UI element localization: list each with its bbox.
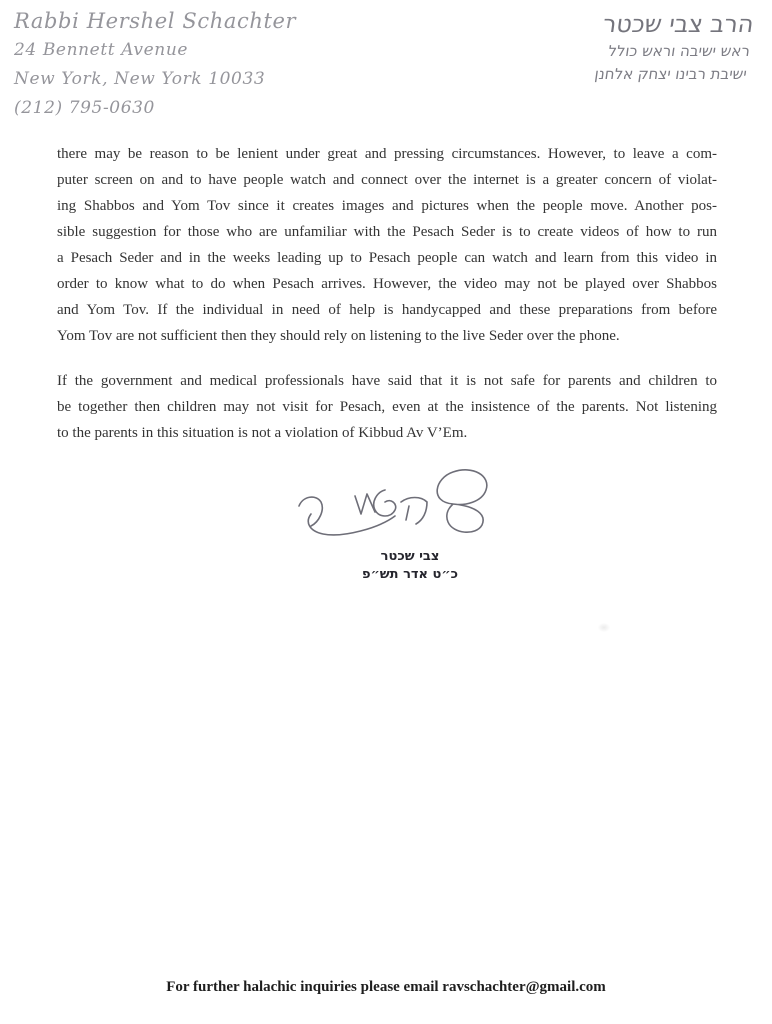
body-line: Yom Tov are not sufficient then they should rely on listening to the live Seder over the phone. <box>57 328 620 344</box>
letterhead-hebrew <box>593 8 756 86</box>
signature-printed-name: צבי שכטר <box>380 549 440 564</box>
letterhead-address-line2: New York, New York 10033 <box>14 69 266 89</box>
letterhead-hebrew-title1: ראש ישיבה וראש כולל <box>607 42 752 60</box>
letterhead-address-line1: 24 Bennett Avenue <box>14 40 189 60</box>
signature-block <box>320 548 500 583</box>
body-line: ing Shabbos and Yom Tov since it creates images and pictures when the people move. Another pos- <box>57 198 717 214</box>
letter-body <box>57 141 717 465</box>
body-line: there may be reason to be lenient under great and pressing circumstances. However, to leave a com- <box>57 146 717 162</box>
body-line: be together then children may not visit for Pesach, even at the insistence of the parents. Not listening <box>57 399 717 415</box>
letterhead-phone: (212) 795-0630 <box>14 98 155 118</box>
body-line: puter screen on and to have people watch and connect over the internet is a greater concern of violat- <box>57 172 717 188</box>
body-line: and Yom Tov. If the individual in need of help is handycapped and these preparations from before <box>57 302 717 318</box>
letterhead-english <box>14 6 296 123</box>
letterhead-hebrew-title2: ישיבת רבינו יצחק אלחנן <box>593 65 748 83</box>
body-line: a Pesach Seder and in the weeks leading up to Pesach people can watch and learn from this video in <box>57 250 717 266</box>
body-paragraph-2 <box>57 368 717 446</box>
letterhead-hebrew-name: הרב צבי שכטר <box>601 10 756 38</box>
body-line: order to know what to do when Pesach arrives. However, the video may not be played over Shabbos <box>57 276 717 292</box>
body-line: If the government and medical professionals have said that it is not safe for parents and children to <box>57 373 717 389</box>
body-paragraph-1 <box>57 141 717 349</box>
signature-date: כ״ט אדר תש״פ <box>362 566 458 582</box>
scan-smudge-artifact <box>598 623 610 632</box>
body-line: to the parents in this situation is not a violation of Kibbud Av V’Em. <box>57 425 468 441</box>
footer-contact-note: For further halachic inquiries please email ravschachter@gmail.com <box>166 979 606 995</box>
signature-handwriting <box>283 462 503 544</box>
body-line: sible suggestion for those who are unfamiliar with the Pesach Seder is to create videos of how to run <box>57 224 717 240</box>
letterhead-name: Rabbi Hershel Schachter <box>14 9 297 33</box>
